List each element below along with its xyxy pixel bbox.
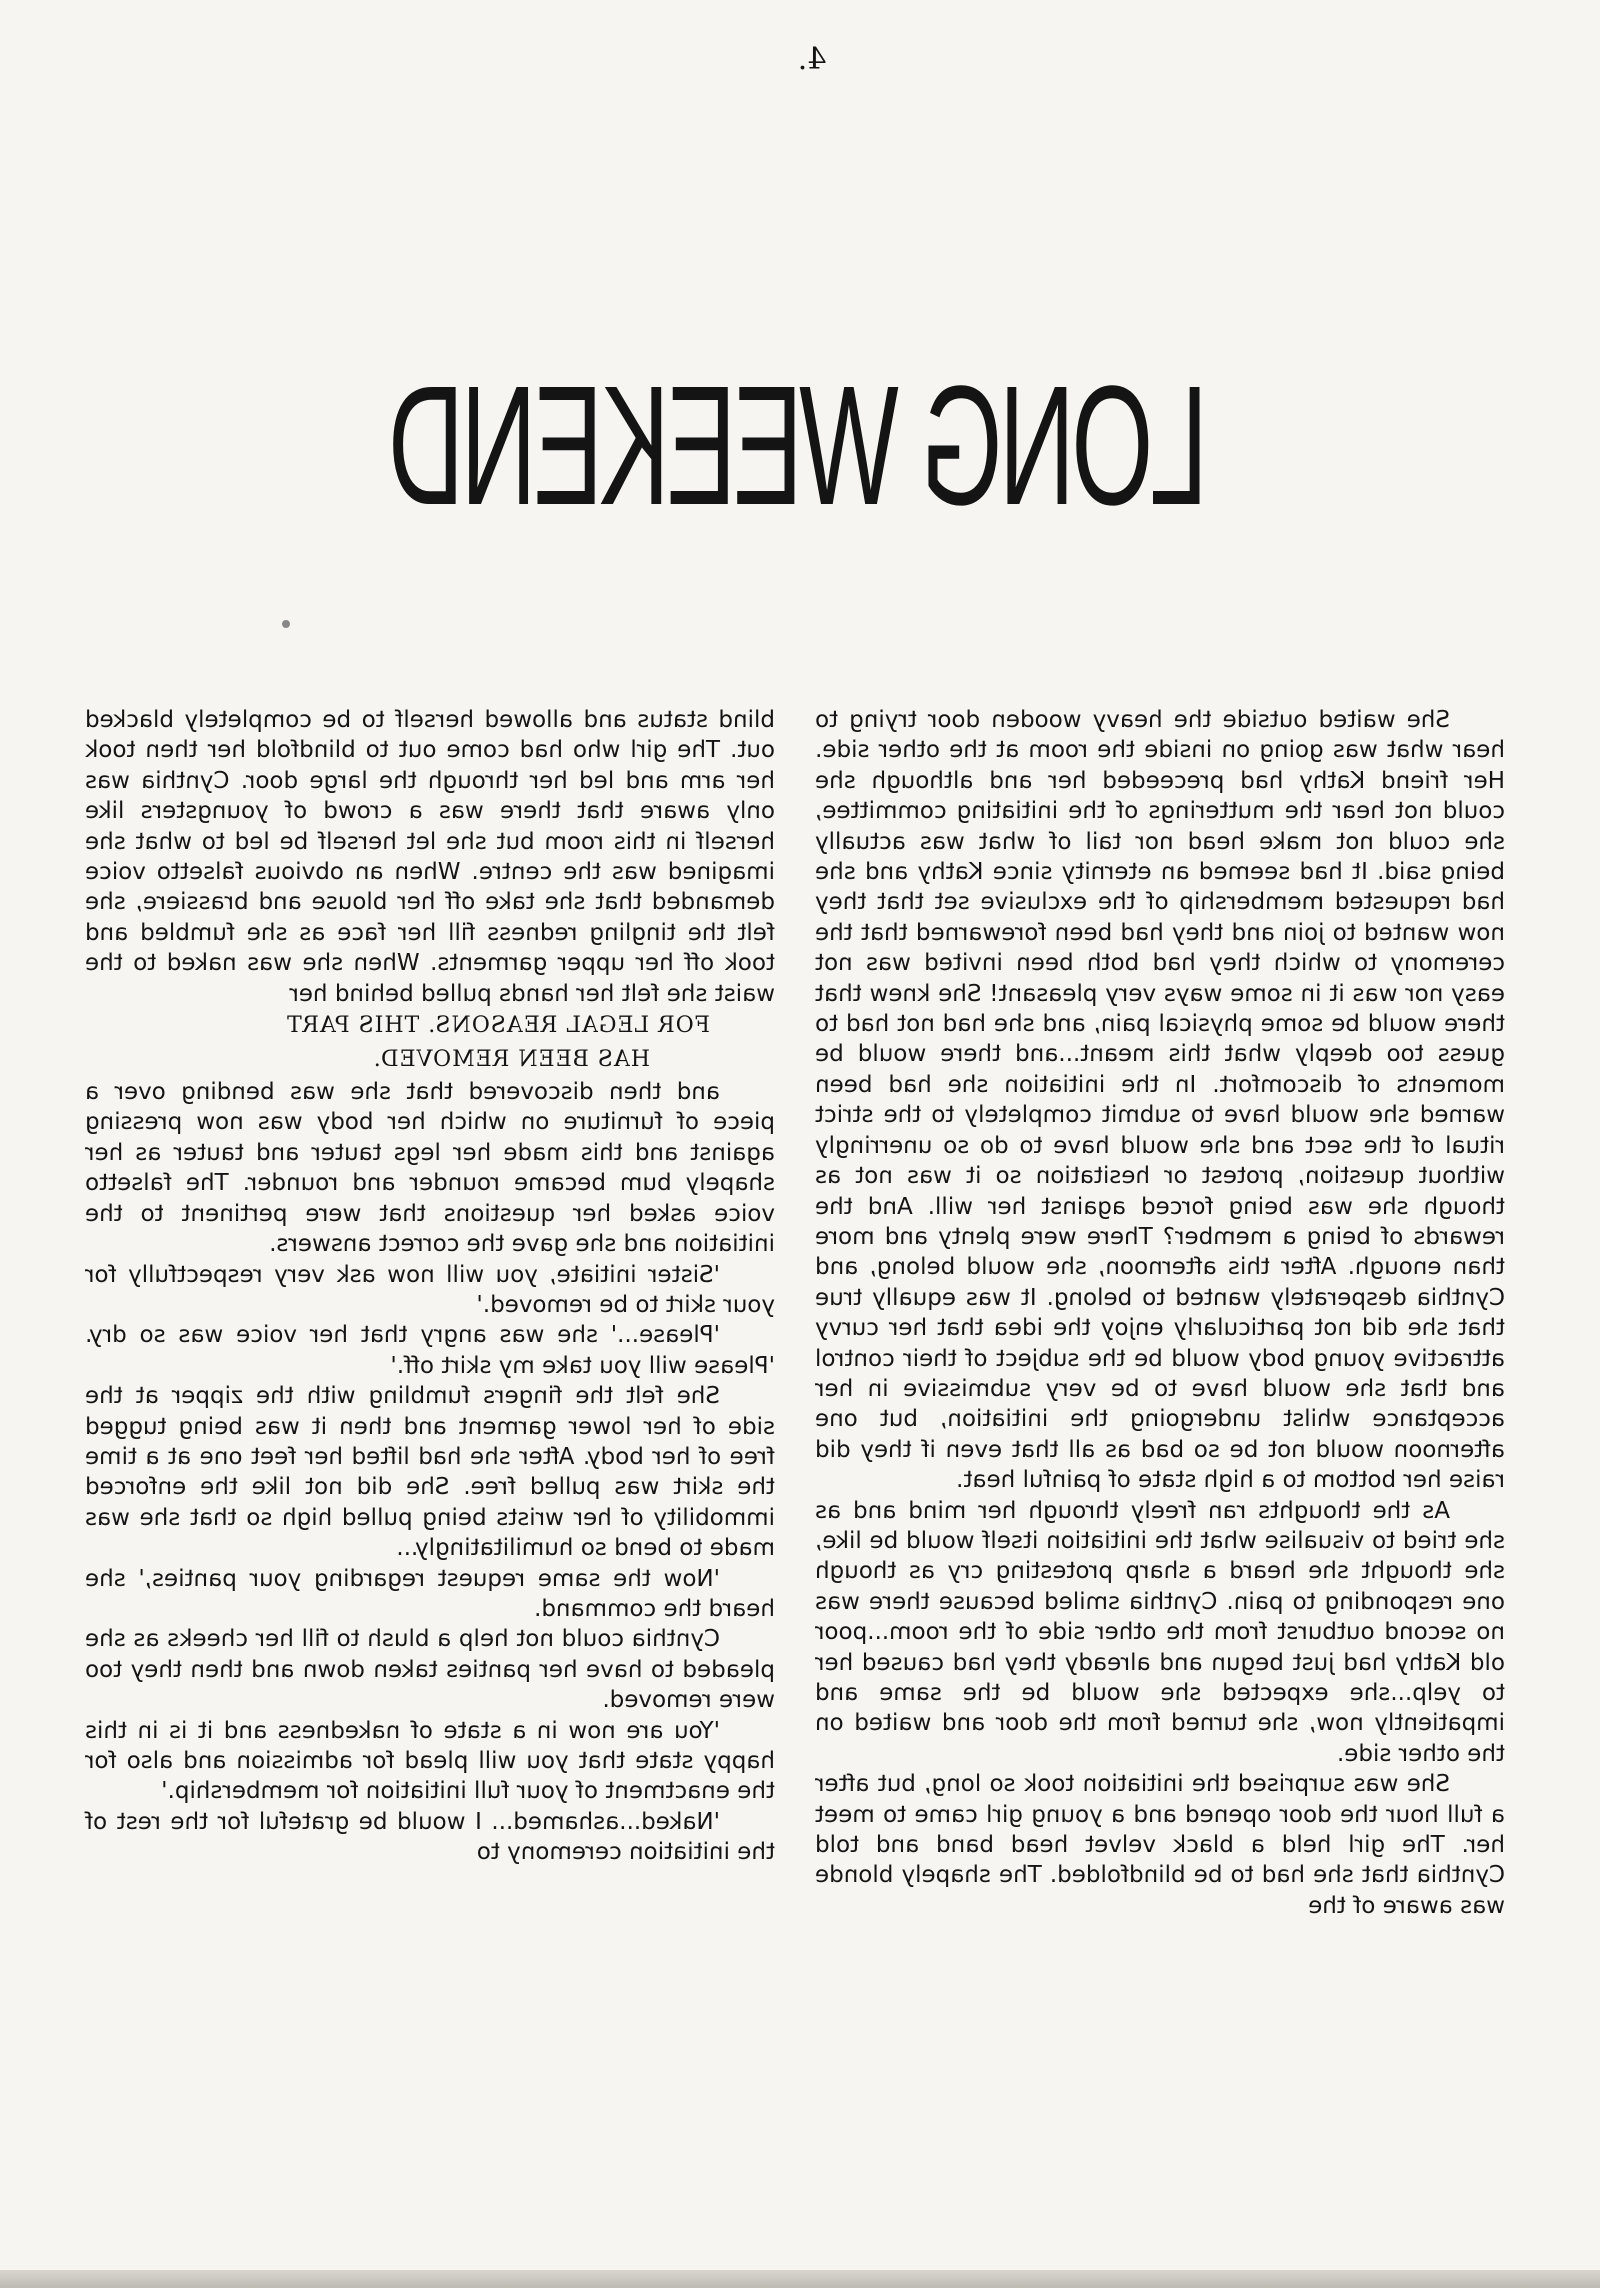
paragraph: 'Now the same request regarding your panties,' she heard the command. xyxy=(85,1565,775,1622)
paragraph: 'Sister initiate, you will now ask very respectfully for your skirt to be removed.' xyxy=(85,1261,775,1318)
scan-edge xyxy=(0,2270,1600,2288)
paragraph: 'You are now in a state of nakedness and it is in this happy state that you will plead for admission and also for the enactment of your full initiation for membership.' xyxy=(85,1717,775,1805)
paragraph: blind status and allowed herself to be completely blacked out. The girl who had come out to blindfold her then took her arm and led her through the large door. Cynthia was only aware that there was a crowd of youngsters like herself in this room but she let herself be led to what she imagined was the centre. When an obvious falsetto voice demanded that she take off her blouse and brassiere, she felt the tingling redness fill her face as she fumbled and took off her upper garments. When she was naked to the waist she felt her hands pulled behind her xyxy=(85,707,775,1007)
left-text-column xyxy=(815,705,1505,1921)
removed-notice xyxy=(85,1009,775,1077)
paragraph: She felt the fingers fumbling with the zipper at the side of her lower garment and then it was being tugged free of her body. After she had lifted her feet one at a time the skirt was pulled free. She did not like the enforced immobility of her wrists being pulled high so that she was made to bend so humilitatingly... xyxy=(85,1383,775,1562)
notice-line: HAS BEEN REMOVED. xyxy=(372,1047,650,1073)
paragraph: She waited outside the heavy wooden door trying to hear what was going on inside the room at the other side. Her friend Kathy had preceeded her and although she could not hear the mutterings of the initiating committee, she could not make head nor tail of what was actually being said. It had seemed an eternity since Kathy and she had requested membership of the exclusive set that they now wanted to join and they had been forewarned that the ceremony to which they had both been invited was not easy nor was it in some ways very pleasant! She knew that there would be some physical pain, and she had not had to guess too deeply what this meant...and there would be moments of discomfort. In the initiation she had been warned she would have to submit completely to the strict ritual of the sect and she would have to do so unerringly without question, protest or hesitation so it was not as though she was being forced against her will. And the rewards of being a member? There were plenty and more than enough. After this afternoon, she would belong, and Cynthia desperately wanted to belong. It was equally true that she did not particularly enjoy the idea that her curvy attractive young body would be the subject of their control and that she would have to be very submissive in her acceptance whilst undergoing the initiation, but one afternoon would not be so bad as all that even if they did raise her bottom to a high state of painful heat. xyxy=(815,707,1505,1494)
right-text-column xyxy=(85,705,775,1868)
paragraph: As the thoughts ran freely through her mind and as she tried to visualise what the initiation itself would be like, she thought she heard a sharp protesting cry as though one responding to pain. Cynthia smiled because there was no second outburst from the other side of the room...poor old Kathy had just begun and already they had caused her to yelp...she expected she would be the same and impatiently now, she turned from the door and waited on the other side. xyxy=(815,1497,1505,1767)
paragraph: 'Naked...ashamed... I would be grateful for the rest of the initiation ceremony to xyxy=(85,1808,775,1866)
paragraph: and then discovered that she was bending over a piece of furniture on which her body was now pressing against and this made her legs tauter and tauter as her shapely bum became rounder and rounder. The falsetto voice asked her questions that were pertinent to the initiation and she gave the correct answers. xyxy=(85,1079,775,1258)
story-title: LONG WEEKEND xyxy=(391,350,1209,541)
page-number: 4. xyxy=(797,42,827,77)
print-speck xyxy=(282,620,290,628)
notice-line: FOR LEGAL REASONS. THIS PART xyxy=(286,1013,710,1039)
paragraph: She was surprised the initiation took so long, but after a full hour the door opened and a young girl came to meet her. The girl held a black velvet head band and told Cynthia that she had to be blindfolded. The shapely blonde was aware of the xyxy=(815,1771,1505,1919)
paragraph: 'Please...' she was angry that her voice was so dry. 'Please will you take my skirt off.' xyxy=(85,1322,775,1379)
paragraph: Cynthia could not help a blush to fill her cheeks as she pleaded to have her panties taken down and then they too were removed. xyxy=(85,1626,775,1714)
